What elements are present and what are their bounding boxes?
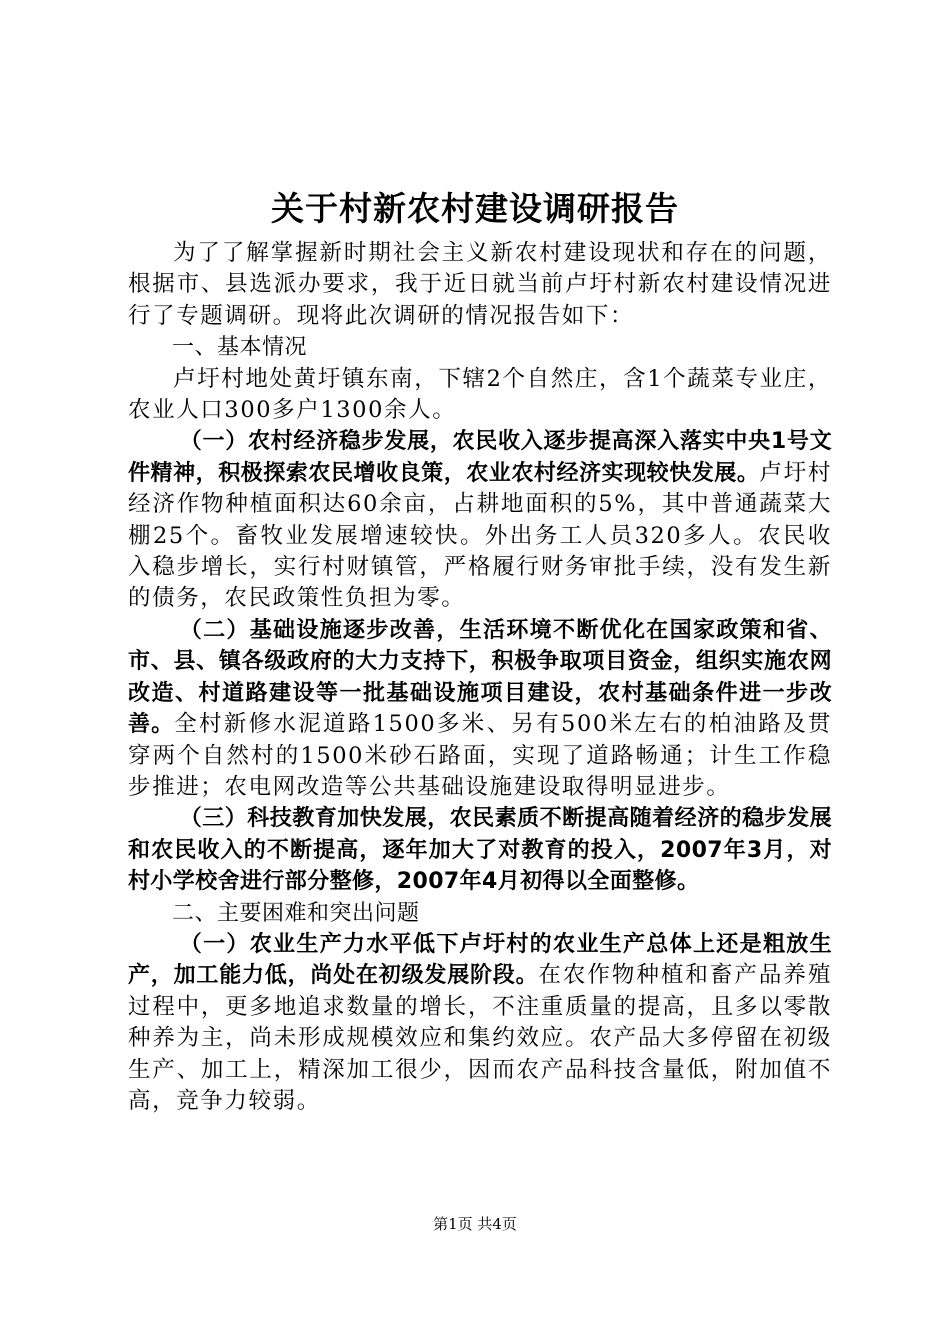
productivity-text: 在农作物种植和畜产品养殖过程中，更多地追求数量的增长，不注重质量的提高，且多以零散种养为主，尚未形成规模效应和集约效应。农产品大多停留在初级生产、加工上，精深加工很少，因而农产品科技含量低，附加值不高，竞争力较弱。 xyxy=(128,962,833,1114)
economy-subheading: （一）农村经济稳步发展，农民收入逐步提高深入落实中央1号文件精神，积极探索农民增收良策，农业农村经济实现较快发展。 xyxy=(128,429,832,486)
economy-paragraph xyxy=(128,426,832,614)
productivity-subheading: （一）农业生产力水平低下卢圩村的农业生产总体上还是粗放生产，加工能力低，尚处在初级发展阶段。 xyxy=(128,931,832,989)
economy-text: 卢圩村经济作物种植面积达60余亩，占耕地面积的5%，其中普通蔬菜大棚25个。畜牧业发展增速较快。外出务工人员320多人。农民收入稳步增长，实行村财镇管，严格履行财务审批手续，没有发生新的债务，农民政策性负担为零。 xyxy=(128,459,832,612)
infrastructure-paragraph xyxy=(128,615,832,803)
section-heading-basic-situation: 一、基本情况 xyxy=(172,335,308,361)
document-body xyxy=(128,238,832,1117)
infrastructure-subheading: （二）基础设施逐步改善，生活环境不断优化在国家政策和省、市、县、镇各级政府的大力支持下，积极争取项目资金，组织实施农网改造、村道路建设等一批基础设施项目建设，农村基础条件进一步改善。 xyxy=(128,617,832,738)
education-subheading: （三）科技教育加快发展，农民素质不断提高随着经济的稳步发展和农民收入的不断提高，逐年加大了对教育的投入，2007年3月，对村小学校舍进行部分整修，2007年4月初得以全面整修。 xyxy=(128,806,832,895)
page-footer: 第1页 共4页 xyxy=(433,1215,517,1233)
document-title: 关于村新农村建设调研报告 xyxy=(271,189,679,228)
basic-situation-paragraph: 卢圩村地处黄圩镇东南，下辖2个自然庄，含1个蔬菜专业庄，农业人口300多户1300余人。 xyxy=(128,365,832,424)
intro-paragraph: 为了了解掌握新时期社会主义新农村建设现状和存在的问题，根据市、县选派办要求，我于近日就当前卢圩村新农村建设情况进行了专题调研。现将此次调研的情况报告如下： xyxy=(128,240,832,329)
productivity-paragraph xyxy=(128,929,832,1117)
section-heading-difficulties: 二、主要困难和突出问题 xyxy=(172,900,420,926)
infrastructure-text: 全村新修水泥道路1500多米、另有500米左右的柏油路及贯穿两个自然村的1500米砂石路面，实现了道路畅通；计生工作稳步推进；农电网改造等公共基础设施建设取得明显进步。 xyxy=(128,711,832,800)
education-paragraph xyxy=(128,803,832,897)
